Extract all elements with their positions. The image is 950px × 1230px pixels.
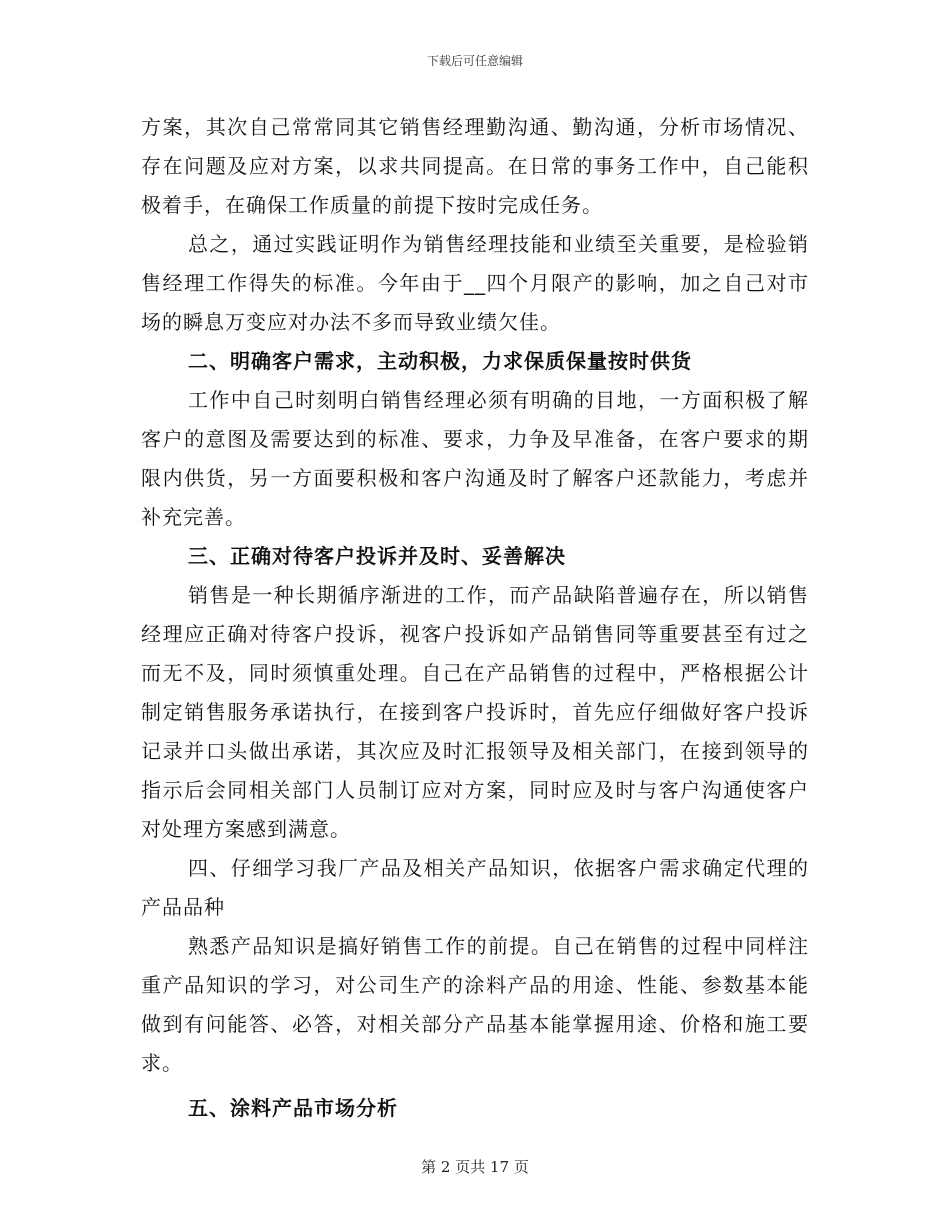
paragraph-3: 工作中自己时刻明白销售经理必须有明确的目地，一方面积极了解客户的意图及需要达到的标准、要求，力争及早准备，在客户要求的期限内供货，另一方面要积极和客户沟通及时了解客户还款能力，考虑并补充完善。 (141, 388, 809, 529)
page-footer: 第 2 页共 17 页 (421, 1158, 529, 1176)
section-heading-2: 二、明确客户需求，主动积极，力求保质保量按时供货 (188, 349, 692, 373)
paragraph-4: 销售是一种长期循序渐进的工作，而产品缺陷普遍存在，所以销售经理应正确对待客户投诉，视客户投诉如产品销售同等重要甚至有过之而无不及，同时须慎重处理。自己在产品销售的过程中，严格根据公计制定销售服务承诺执行，在接到客户投诉时，首先应仔细做好客户投诉记录并口头做出承诺，其次应及时汇报领导及相关部门，在接到领导的指示后会同相关部门人员制订应对方案，同时应及时与客户沟通使客户对处理方案感到满意。 (141, 583, 809, 841)
paragraph-5: 熟悉产品知识是搞好销售工作的前提。自己在销售的过程中同样注重产品知识的学习，对公司生产的涂料产品的用途、性能、参数基本能做到有问能答、必答，对相关部分产品基本能掌握用途、价格和施工要求。 (141, 934, 809, 1075)
section-heading-5: 五、涂料产品市场分析 (188, 1096, 398, 1120)
document-body (141, 108, 809, 1128)
section-heading-4: 四、仔细学习我厂产品及相关产品知识，依据客户需求确定代理的产品品种 (141, 856, 809, 919)
page-header: 下载后可任意编辑 (426, 54, 523, 68)
paragraph-2: 总之，通过实践证明作为销售经理技能和业绩至关重要，是检验销售经理工作得失的标准。今年由于__四个月限产的影响，加之自己对市场的瞬息万变应对办法不多而导致业绩欠佳。 (141, 232, 809, 334)
section-heading-3: 三、正确对待客户投诉并及时、妥善解决 (188, 544, 566, 568)
paragraph-1: 方案，其次自己常常同其它销售经理勤沟通、勤沟通，分析市场情况、存在问题及应对方案，以求共同提高。在日常的事务工作中，自己能积极着手，在确保工作质量的前提下按时完成任务。 (141, 115, 809, 217)
